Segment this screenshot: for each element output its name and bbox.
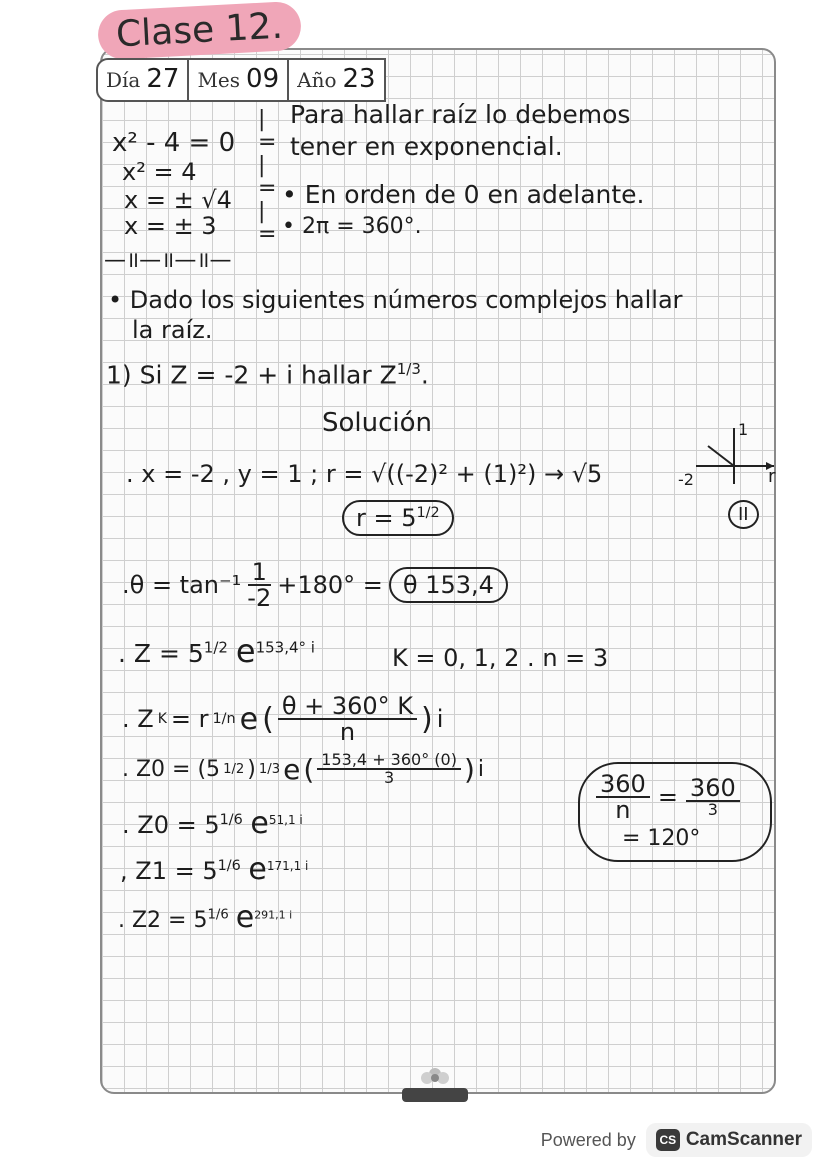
z0-formula: . Z0 = (5 1/2 ) 1/3 e ( $\frac{153,4 + 360^\circ (0)}{3}$ ) i [122, 750, 485, 787]
theta-text: .θ = tan⁻¹ [122, 571, 242, 599]
step-den-1: n [615, 796, 631, 824]
step-result: = 120° [622, 826, 701, 851]
step-den-2: 3 [707, 800, 718, 819]
theta-numerator: 1 [248, 560, 271, 586]
z1-eexp: 171,1 i [266, 859, 309, 873]
r-result-text: r = 5 [356, 504, 417, 532]
step-fraction-1 [596, 772, 650, 822]
sketch-r-label: r [768, 466, 776, 487]
date-year [289, 60, 383, 100]
zk-denominator: n [339, 718, 356, 746]
month-label: Mes [197, 68, 241, 92]
z2-eexp: 291,1 i [254, 908, 293, 922]
z2-base: . Z2 = 5 [118, 908, 208, 933]
z2-exp: 1/6 [207, 907, 229, 923]
z0-fraction [317, 752, 461, 786]
page-title: Clase 12. [97, 1, 302, 61]
note-line-4: • 2π = 360°. [282, 214, 422, 239]
zk-numerator: θ + 360° K [278, 694, 417, 720]
day-label: Día [106, 68, 141, 92]
z-base-exponent: 1/2 [203, 638, 228, 657]
date-month [189, 60, 289, 100]
step-num-2: 360 [686, 776, 740, 802]
z-exponential-line [118, 632, 315, 670]
z1-result [120, 852, 308, 887]
year-value: 23 [342, 64, 376, 94]
theta-plus: +180° = [277, 571, 383, 599]
camscanner-name: CamScanner [685, 1129, 802, 1150]
z0-exp2: 1/3 [258, 761, 281, 777]
date-day [98, 60, 189, 100]
sketch-x-label: -2 [678, 470, 694, 489]
camscanner-badge [646, 1123, 812, 1157]
problem-text: 1) Si Z = -2 + i hallar Z [106, 360, 397, 390]
powered-by-text: Powered by [540, 1129, 636, 1150]
zk-r: = r [170, 705, 209, 733]
z0-prefix: . Z0 = (5 [122, 756, 221, 782]
theta-denominator: -2 [247, 584, 272, 612]
flower-logo [400, 1064, 470, 1104]
sketch-y-label: 1 [738, 420, 749, 439]
camscanner-icon: CS [656, 1129, 680, 1151]
watermark [541, 1123, 812, 1157]
note-line-1: Para hallar raíz lo debemos [290, 100, 631, 129]
zk-e: e [239, 701, 259, 737]
zk-formula: . Z K = r 1/n e ( $\frac{\theta + 360^\circ K}{n}$ ) i [122, 692, 444, 746]
z0-result-base: . Z0 = 5 [122, 811, 220, 839]
theta-result-box: θ 153,4 [389, 567, 508, 603]
z2-result [118, 900, 292, 935]
z-e-exponent: 153,4° i [255, 638, 315, 657]
z0-close: ) [247, 756, 256, 782]
z0-result-exp: 1/6 [219, 812, 243, 828]
zk-fraction [278, 694, 417, 744]
step-num-1: 360 [596, 772, 650, 798]
equation-1: x² - 4 = 0 [112, 128, 236, 158]
z2-e: e [235, 900, 255, 935]
r-result-exponent: 1/2 [416, 505, 440, 521]
zk-sub: K [157, 711, 167, 727]
step-equals: = [657, 783, 678, 811]
quadrant-label: II [728, 500, 759, 529]
z0-result-e: e [250, 806, 269, 841]
z1-exp: 1/6 [217, 858, 241, 874]
year-label: Año [297, 68, 337, 92]
z0-exp1: 1/2 [223, 761, 245, 777]
theta-line [122, 560, 508, 610]
solution-heading: Solución [322, 408, 433, 438]
z1-base: , Z1 = 5 [120, 857, 218, 885]
prompt-line-2: la raíz. [132, 316, 213, 344]
theta-fraction [247, 560, 271, 610]
equation-3: x = ± √4 [124, 186, 232, 214]
day-value: 27 [146, 64, 180, 94]
divider-line: —॥—॥—॥— [104, 248, 232, 273]
prompt-line-1: • Dado los siguientes números complejos hallar [108, 286, 683, 314]
note-line-2: tener en exponencial. [290, 132, 563, 161]
z0-i: i [477, 756, 485, 782]
equation-2: x² = 4 [122, 158, 197, 186]
zk-i: i [436, 705, 444, 733]
z1-e: e [248, 852, 267, 887]
problem-statement: 1) Si Z = -2 + i hallar $Z^{1/3}$. [106, 360, 429, 390]
zk-r-exponent: 1/n [212, 711, 236, 727]
note-line-3: • En orden de 0 en adelante. [282, 180, 645, 209]
column-separator: | = | = | = [258, 107, 277, 248]
z0-denominator: 3 [384, 768, 395, 787]
equation-4: x = ± 3 [124, 212, 217, 240]
date-bar [96, 58, 386, 102]
k-values-line: K = 0, 1, 2 . n = 3 [392, 644, 609, 672]
step-fraction-2 [686, 776, 740, 818]
z0-e: e [283, 752, 301, 786]
xy-line: . x = -2 , y = 1 ; r = √((-2)² + (1)²) → √5 [126, 460, 603, 488]
r-result-box [342, 500, 454, 536]
z-e: e [235, 632, 256, 670]
z0-result-eexp: 51,1 i [268, 813, 303, 827]
problem-exponent: 1/3 [396, 360, 421, 378]
z-base: . Z = 5 [118, 639, 204, 668]
z0-result [122, 806, 303, 841]
z0-numerator: 153,4 + 360° (0) [317, 752, 461, 770]
angle-step-box [578, 762, 772, 862]
zk-prefix: . Z [122, 705, 154, 733]
month-value: 09 [246, 64, 280, 94]
